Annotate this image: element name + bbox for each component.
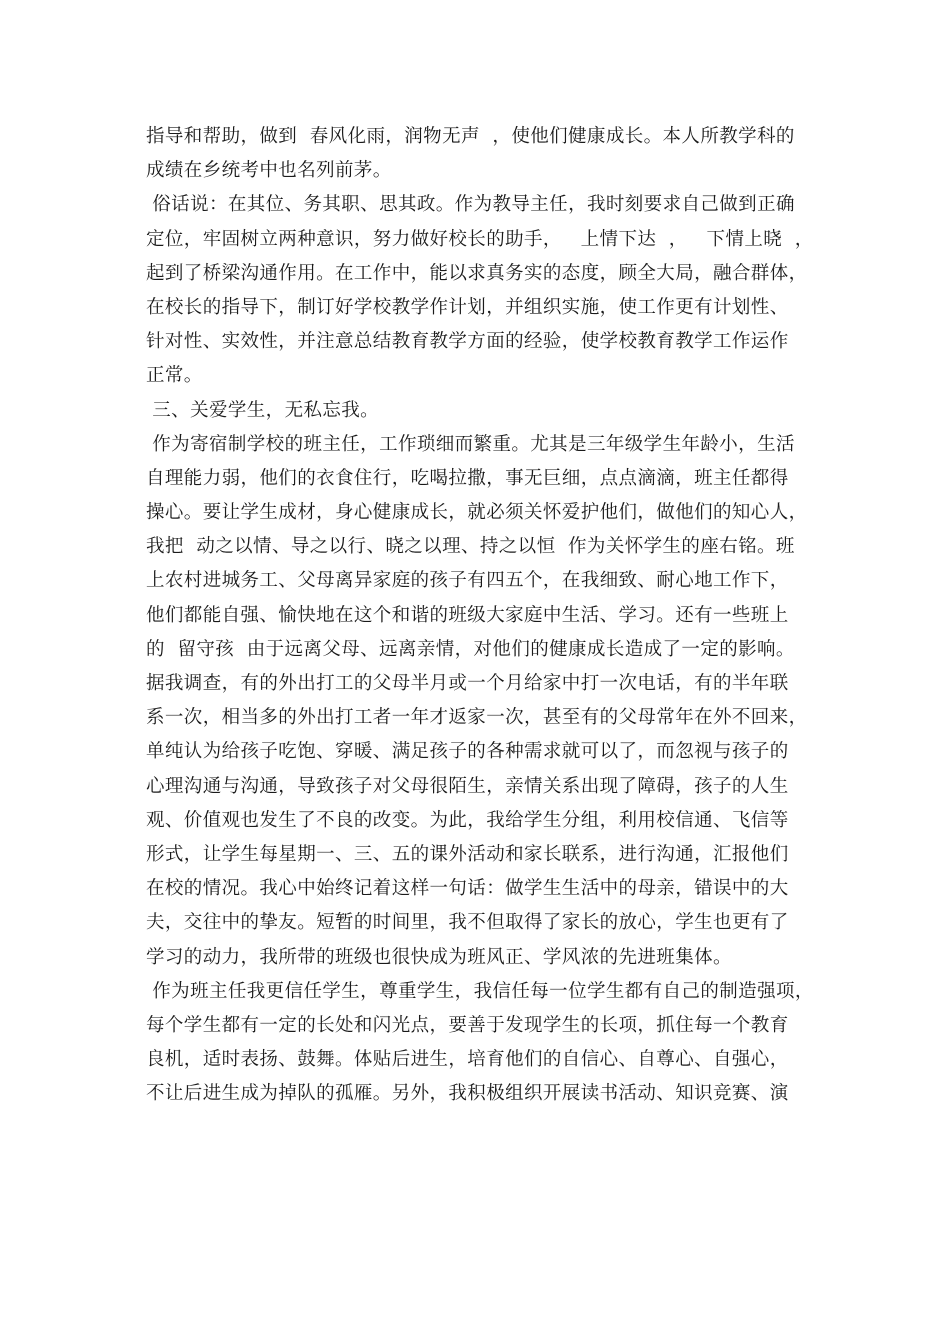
text-line: 作为班主任我更信任学生，尊重学生，我信任每一位学生都有自己的制造强项， (146, 980, 814, 1002)
text-line: 正常。 (146, 365, 203, 387)
text-line: 起到了桥梁沟通作用。在工作中，能以求真务实的态度，顾全大局，融合群体， (146, 262, 808, 284)
text-line: 的 留守孩 由于远离父母、远离亲情，对他们的健康成长造成了一定的影响。 (146, 638, 795, 660)
text-line: 俗话说：在其位、务其职、思其政。作为教导主任，我时刻要求自己做到正确 (146, 194, 795, 216)
text-line: 指导和帮助，做到 春风化雨，润物无声 ，使他们健康成长。本人所教学科的 (146, 126, 795, 147)
text-line: 操心。要让学生成材，身心健康成长，就必须关怀爱护他们，做他们的知心人， (146, 502, 808, 524)
text-line: 上农村进城务工、父母离异家庭的孩子有四五个，在我细致、耐心地工作下， (146, 570, 789, 592)
text-line: 在校的情况。我心中始终记着这样一句话：做学生生活中的母亲，错误中的大 (146, 878, 789, 900)
text-line: 针对性、实效性，并注意总结教育教学方面的经验，使学校教育教学工作运作 (146, 331, 789, 353)
text-line: 心理沟通与沟通，导致孩子对父母很陌生，亲情关系出现了障碍，孩子的人生 (146, 775, 789, 797)
text-line: 单纯认为给孩子吃饱、穿暖、满足孩子的各种需求就可以了，而忽视与孩子的 (146, 741, 789, 763)
text-line: 据我调查，有的外出打工的父母半月或一个月给家中打一次电话，有的半年联 (146, 673, 789, 694)
text-line: 系一次，相当多的外出打工者一年才返家一次，甚至有的父母常年在外不回来， (146, 707, 808, 729)
text-line: 他们都能自强、愉快地在这个和谐的班级大家庭中生活、学习。还有一些班上 (146, 604, 789, 626)
text-line: 形式，让学生每星期一、三、五的课外活动和家长联系，进行沟通，汇报他们 (146, 843, 789, 865)
text-line: 良机，适时表扬、鼓舞。体贴后进生，培育他们的自信心、自尊心、自强心， (146, 1049, 789, 1071)
text-line: 我把 动之以情、导之以行、晓之以理、持之以恒 作为关怀学生的座右铭。班 (146, 536, 795, 558)
text-line: 不让后进生成为掉队的孤雁。另外，我积极组织开展读书活动、知识竞赛、演 (146, 1083, 789, 1105)
text-line: 每个学生都有一定的长处和闪光点，要善于发现学生的长项，抓住每一个教育 (146, 1014, 789, 1036)
text-line: 学习的动力，我所带的班级也很快成为班风正、学风浓的先进班集体。 (146, 946, 732, 968)
text-line: 在校长的指导下，制订好学校教学作计划，并组织实施，使工作更有计划性、 (146, 296, 789, 318)
text-line: 作为寄宿制学校的班主任，工作琐细而繁重。尤其是三年级学生年龄小，生活 (146, 433, 795, 455)
text-line: 定位，牢固树立两种意识，努力做好校长的助手， 上情下达 ， 下情上晓 ， (146, 228, 814, 250)
text-line: 自理能力弱，他们的衣食住行，吃喝拉撒，事无巨细，点点滴滴，班主任都得 (146, 467, 789, 489)
text-line: 夫，交往中的挚友。短暂的时间里，我不但取得了家长的放心，学生也更有了 (146, 912, 789, 934)
document-body (146, 120, 826, 1111)
text-line: 观、价值观也发生了不良的改变。为此，我给学生分组，利用校信通、飞信等 (146, 809, 789, 831)
section-heading: 三、关爱学生，无私忘我。 (146, 399, 380, 421)
text-line: 成绩在乡统考中也名列前茅。 (146, 160, 392, 182)
